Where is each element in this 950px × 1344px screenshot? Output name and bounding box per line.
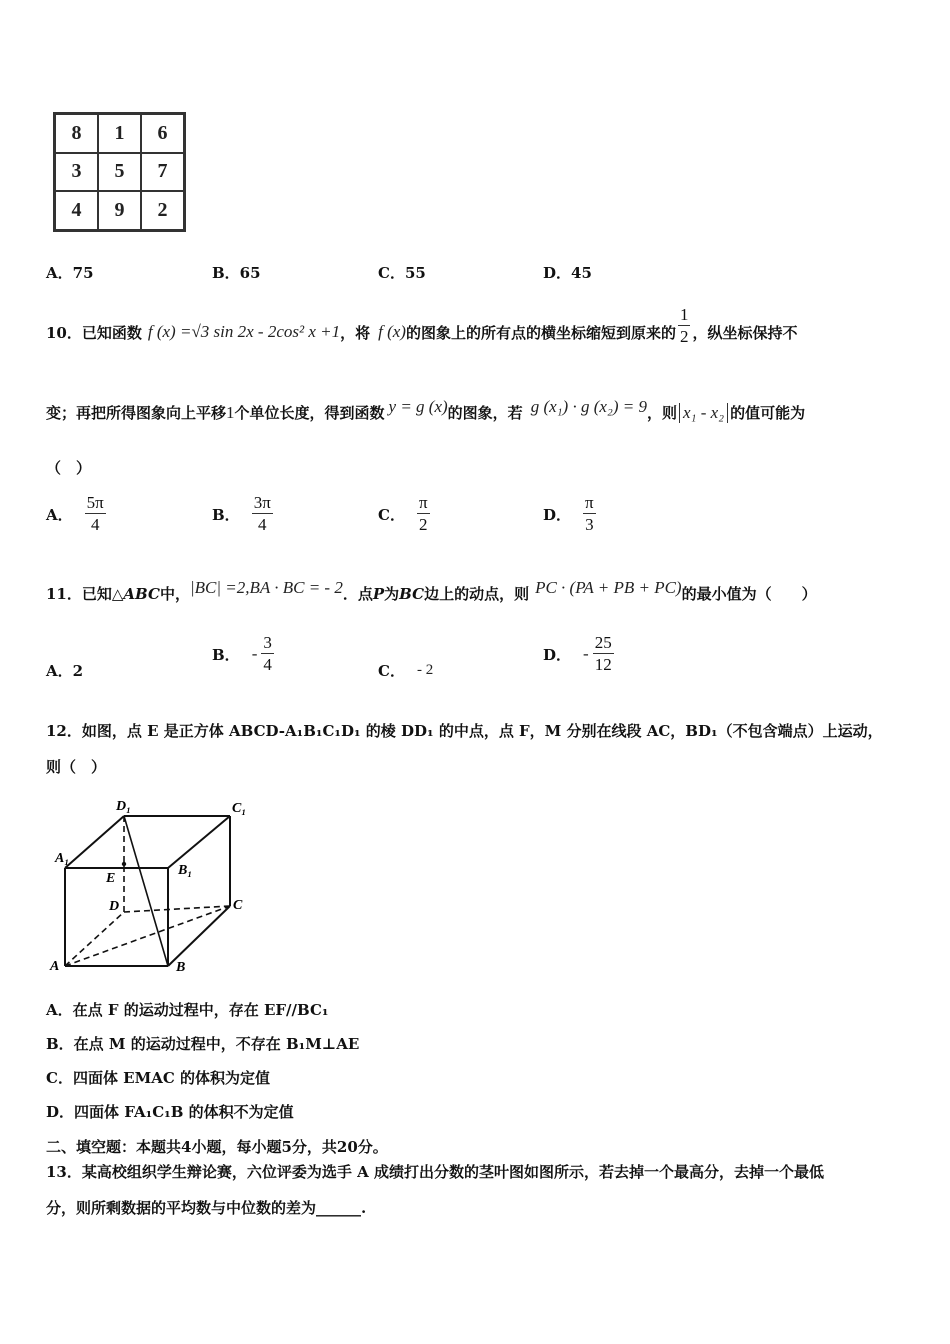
fraction-denominator: 12	[594, 655, 612, 674]
cube-edge	[65, 816, 124, 868]
q9-option-b: B．65	[212, 264, 261, 282]
vertex-label-a1: A₁	[55, 851, 70, 866]
vertex-label-c1: C₁	[232, 801, 247, 816]
q11-option-b	[212, 634, 274, 674]
q10-abs-value: x₁ - x₂	[679, 403, 728, 423]
fraction-denominator: 3	[585, 515, 594, 534]
q10-text: 的图象上的所有点的横坐标缩短到原来的	[405, 323, 676, 342]
option-label: D．	[543, 645, 572, 664]
option-label: C．	[378, 505, 405, 524]
fraction-denominator: 2	[679, 327, 689, 346]
magic-square-figure	[53, 112, 186, 232]
q9-option-a: A．75	[46, 264, 94, 282]
q11-number: 11．已知△	[46, 585, 124, 603]
point-label-e: E	[106, 871, 116, 886]
q10-text: 的图象，若	[447, 404, 523, 422]
q10-option-c	[378, 494, 430, 534]
square-cell: 7	[141, 153, 184, 192]
q11-text: 中，	[159, 585, 190, 603]
diagonal-ac	[65, 906, 230, 966]
option-label: A．	[46, 505, 73, 524]
vertex-label-d1: D₁	[116, 799, 131, 814]
q10-fx: f (x)	[378, 322, 406, 341]
q10-shift-value: 1	[226, 402, 235, 422]
q10-answer-paren: （ ）	[46, 459, 92, 477]
fraction-denominator: 2	[419, 515, 428, 534]
option-label: B．	[212, 505, 240, 524]
q10-text: 的值可能为	[730, 404, 806, 422]
q10-function: f (x) =√3 sin 2x - 2cos² x +1	[147, 322, 341, 341]
q12-option-b: B．在点 M 的运动过程中，不存在 B₁M⊥AE	[46, 1035, 360, 1053]
q13-stem-line2: 分，则所剩数据的平均数与中位数的差为______.	[46, 1199, 367, 1217]
q10-text: ，则	[646, 404, 677, 422]
point-e-marker	[122, 862, 126, 866]
fraction-numerator: 3	[263, 633, 272, 652]
vertex-label-c: C	[233, 898, 243, 913]
fraction-numerator: 3π	[253, 493, 271, 512]
fraction-numerator: 25	[594, 633, 612, 652]
cube-edge	[168, 816, 230, 868]
q12-stem-line2: 则（ ）	[46, 758, 107, 776]
option-fraction	[261, 634, 274, 674]
option-fraction	[417, 494, 430, 534]
hidden-edge	[124, 906, 230, 912]
hidden-edge	[65, 912, 124, 966]
q11-option-a: A．2	[46, 662, 84, 680]
square-cell: 3	[55, 153, 98, 192]
fraction-denominator: 4	[257, 515, 267, 534]
option-sign: -	[583, 644, 589, 663]
q10-option-a	[46, 494, 106, 534]
option-fraction	[85, 494, 106, 534]
q9-option-c: C．55	[378, 264, 426, 282]
square-cell: 8	[55, 114, 98, 153]
fraction-denominator: 4	[263, 655, 272, 674]
option-fraction	[593, 634, 614, 674]
q11-stem	[46, 577, 817, 604]
q10-line2	[46, 396, 806, 423]
option-label: D．	[543, 505, 572, 524]
cube-edge	[168, 906, 230, 966]
q11-option-c	[378, 660, 433, 681]
q10-text: ，将	[340, 323, 371, 342]
q10-text: 个单位长度，得到函数	[234, 404, 385, 422]
q10-text: 变；再把所得图象向上平移	[46, 404, 227, 422]
fraction-denominator: 4	[90, 515, 100, 534]
q11-text: 的最小值为（ ）	[681, 585, 817, 603]
cube-figure	[40, 790, 270, 990]
section-heading-fill-blank: 二、填空题：本题共4小题，每小题5分，共20分。	[46, 1138, 388, 1156]
q11-text: 边上的动点，则	[424, 585, 530, 603]
q12-option-a: A．在点 F 的运动过程中，存在 EF//BC₁	[46, 1001, 329, 1019]
square-cell: 2	[141, 191, 184, 230]
option-fraction	[252, 494, 273, 534]
q10-fraction-half	[678, 306, 691, 346]
q11-triangle: ABC	[123, 584, 160, 603]
square-cell: 9	[98, 191, 141, 230]
q11-condition: |BC| =2,BA · BC = - 2	[189, 577, 343, 597]
q10-option-b	[212, 494, 273, 534]
vertex-label-a: A	[50, 959, 60, 974]
vertex-label-b1: B₁	[178, 863, 193, 878]
q13-stem-line1: 13．某高校组织学生辩论赛，六位评委为选手 A 成绩打出分数的茎叶图如图所示，若去掉一个最高分，去掉一个最低	[46, 1163, 824, 1181]
q10-text: ，纵坐标保持不	[692, 323, 798, 342]
q9-option-d: D．45	[543, 264, 592, 282]
q10-number: 10．已知函数	[46, 323, 142, 342]
q10-condition: g (x₁) · g (x₂) = 9	[530, 396, 647, 416]
q10-option-d	[543, 494, 596, 534]
q10-line1	[46, 305, 798, 352]
q10-g-function: y = g (x)	[388, 396, 448, 416]
q11-text: 为	[384, 585, 400, 603]
option-value: - 2	[416, 662, 434, 678]
q11-segment-bc: BC	[399, 584, 425, 603]
q11-text: ．点	[342, 585, 373, 603]
diagonal-bd1	[124, 816, 168, 966]
option-label: B．	[212, 645, 240, 664]
option-sign: -	[251, 644, 258, 663]
q11-option-d	[543, 634, 614, 674]
vertex-label-b: B	[176, 960, 186, 975]
square-cell: 5	[98, 153, 141, 192]
option-fraction	[583, 494, 596, 534]
square-cell: 1	[98, 114, 141, 153]
fraction-numerator: π	[418, 493, 428, 512]
fraction-numerator: π	[585, 493, 594, 512]
vertex-label-d: D	[109, 899, 120, 914]
option-label: C．	[378, 662, 405, 680]
q12-stem-line1: 12．如图，点 E 是正方体 ABCD-A₁B₁C₁D₁ 的棱 DD₁ 的中点，点 F，M 分别在线段 AC，BD₁（不包含端点）上运动，	[46, 722, 883, 740]
square-cell: 4	[55, 191, 98, 230]
q11-expression: PC · (PA + PB + PC)	[535, 577, 682, 597]
fraction-numerator: 5π	[86, 493, 104, 512]
square-cell: 6	[141, 114, 184, 153]
q12-option-d: D．四面体 FA₁C₁B 的体积不为定值	[46, 1103, 294, 1121]
q11-point-p: P	[372, 584, 385, 603]
q12-option-c: C．四面体 EMAC 的体积为定值	[46, 1069, 270, 1087]
fraction-numerator: 1	[679, 305, 689, 324]
